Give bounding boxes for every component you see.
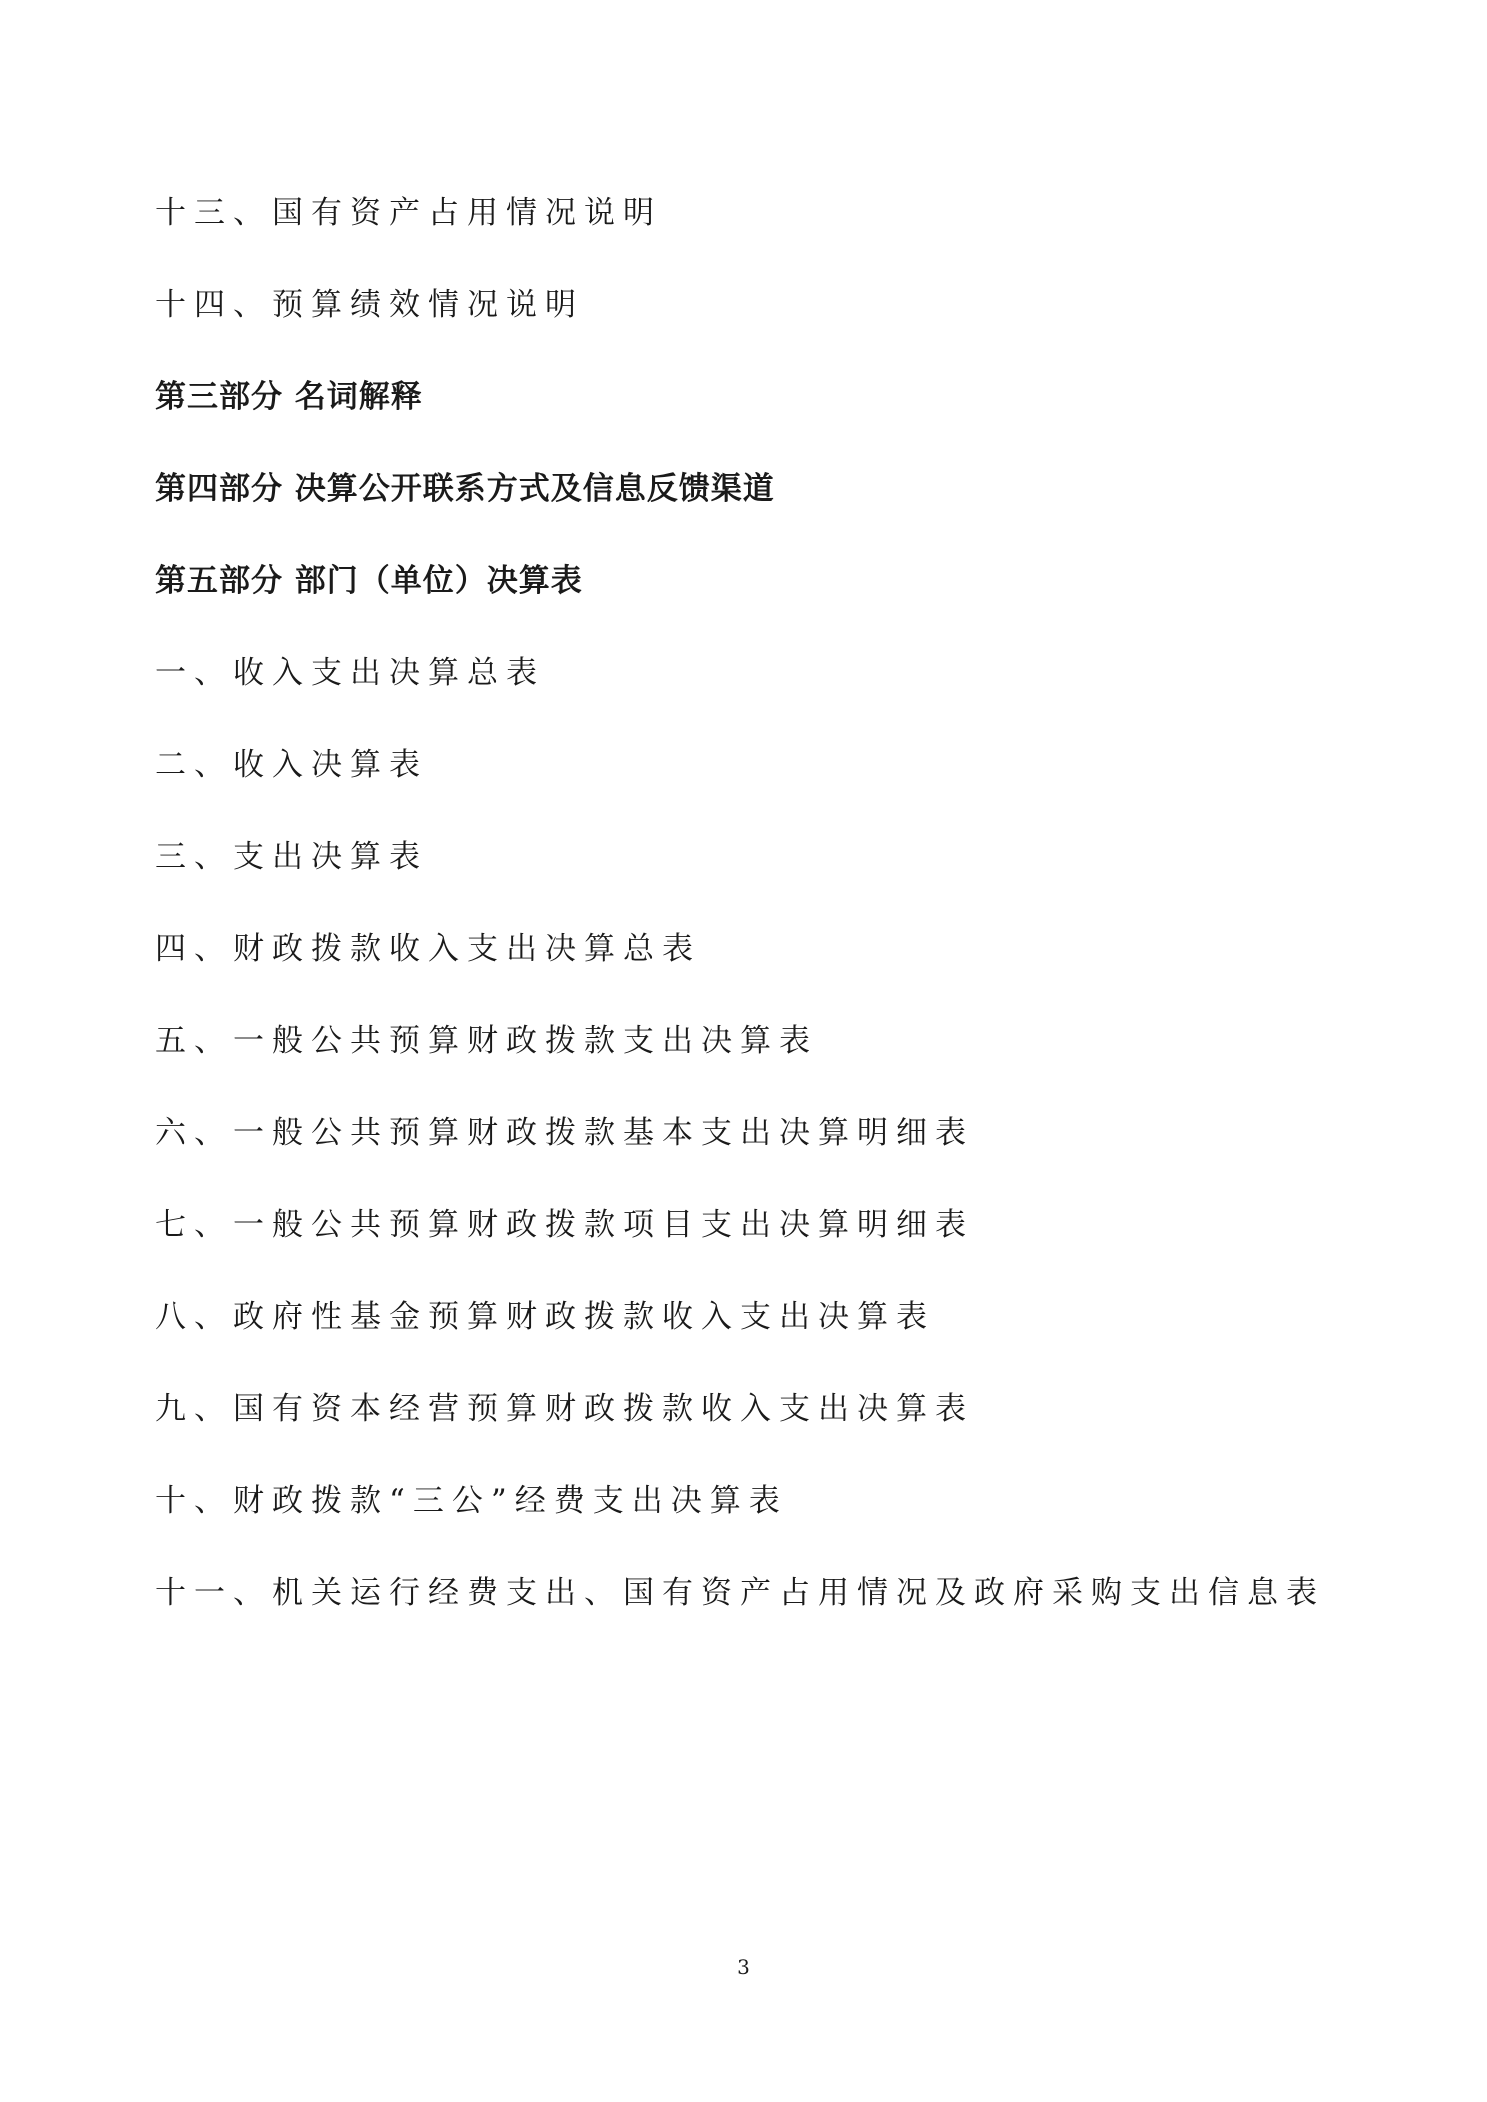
toc-table-11: 十一、机关运行经费支出、国有资产占用情况及政府采购支出信息表: [155, 1575, 1325, 1611]
toc-table-2: 二、收入决算表: [155, 747, 428, 783]
toc-section-4: 第四部分 决算公开联系方式及信息反馈渠道: [155, 471, 775, 507]
toc-table-6: 六、一般公共预算财政拨款基本支出决算明细表: [155, 1115, 974, 1151]
toc-table-5: 五、一般公共预算财政拨款支出决算表: [155, 1023, 818, 1059]
toc-section-3: 第三部分 名词解释: [155, 379, 423, 415]
toc-table-1: 一、收入支出决算总表: [155, 655, 545, 691]
toc-table-9: 九、国有资本经营预算财政拨款收入支出决算表: [155, 1391, 974, 1427]
toc-table-4: 四、财政拨款收入支出决算总表: [155, 931, 701, 967]
toc-item-13: 十三、国有资产占用情况说明: [155, 195, 662, 231]
toc-table-7: 七、一般公共预算财政拨款项目支出决算明细表: [155, 1207, 974, 1243]
page-number: 3: [737, 1955, 750, 1979]
toc-table-3: 三、支出决算表: [155, 839, 428, 875]
toc-table-10: 十、财政拨款“三公”经费支出决算表: [155, 1483, 788, 1519]
toc-section-5: 第五部分 部门（单位）决算表: [155, 563, 583, 599]
toc-item-14: 十四、预算绩效情况说明: [155, 287, 584, 323]
toc-table-8: 八、政府性基金预算财政拨款收入支出决算表: [155, 1299, 935, 1335]
